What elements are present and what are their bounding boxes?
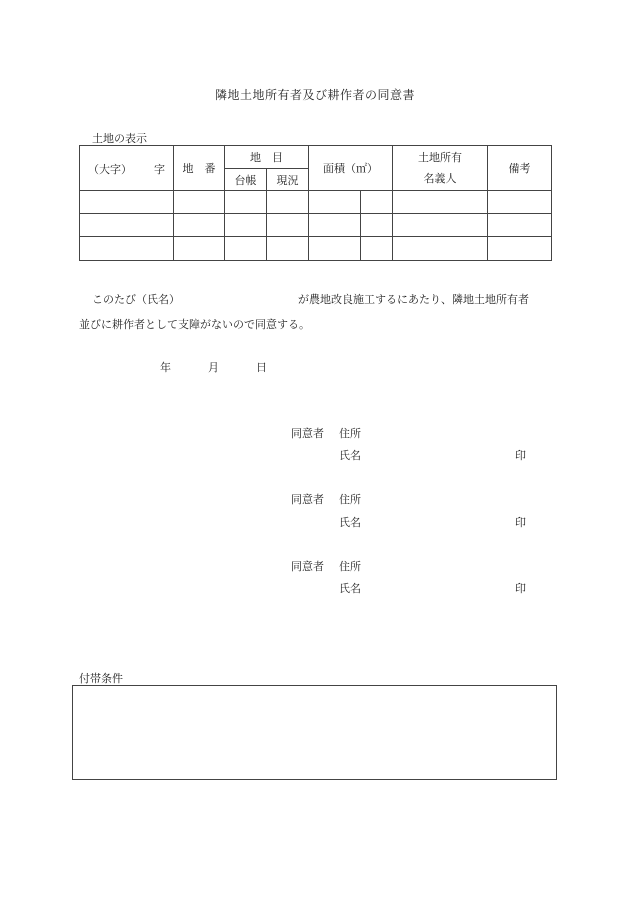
seal-mark: 印 xyxy=(515,449,526,462)
aza-label: 字 xyxy=(154,163,165,176)
oaza-label: （大字） xyxy=(88,163,132,176)
date-month-label: 月 xyxy=(208,361,219,374)
owner-cell[interactable] xyxy=(393,214,488,237)
genkyo-header: 現況 xyxy=(267,169,309,191)
consenter-role: 同意者 xyxy=(291,427,324,440)
date-day-label: 日 xyxy=(256,361,267,374)
aza-cell[interactable] xyxy=(80,191,174,214)
chiban-header: 地 番 xyxy=(174,146,225,191)
menseki-cell[interactable] xyxy=(309,237,361,261)
daicho-cell[interactable] xyxy=(225,237,267,261)
document-title: 隣地土地所有者及び耕作者の同意書 xyxy=(214,88,415,102)
conditions-label: 付帯条件 xyxy=(79,672,123,685)
daicho-cell[interactable] xyxy=(225,191,267,214)
chiban-cell[interactable] xyxy=(174,237,225,261)
table-row xyxy=(80,191,552,214)
genkyo-cell[interactable] xyxy=(267,191,309,214)
owner-header: 土地所有 名義人 xyxy=(393,146,488,191)
consenter-name-label: 氏名 xyxy=(339,582,361,595)
biko-header: 備考 xyxy=(488,146,552,191)
owner-cell[interactable] xyxy=(393,237,488,261)
seal-mark: 印 xyxy=(515,582,526,595)
chiban-cell[interactable] xyxy=(174,191,225,214)
consenter-address-label: 住所 xyxy=(339,427,361,440)
menseki-sub-cell[interactable] xyxy=(361,191,393,214)
date-year-label: 年 xyxy=(160,361,171,374)
daicho-cell[interactable] xyxy=(225,214,267,237)
consenter-address-label: 住所 xyxy=(339,560,361,573)
consenter-name-label: 氏名 xyxy=(339,449,361,462)
consenter-name-label: 氏名 xyxy=(339,516,361,529)
menseki-sub-cell[interactable] xyxy=(361,214,393,237)
table-row xyxy=(80,237,552,261)
menseki-header: 面積（㎡） xyxy=(309,146,393,191)
chimoku-header: 地 目 xyxy=(225,146,309,169)
land-table xyxy=(79,145,552,261)
biko-cell[interactable] xyxy=(488,214,552,237)
daicho-header: 台帳 xyxy=(225,169,267,191)
biko-cell[interactable] xyxy=(488,237,552,261)
table-row xyxy=(80,214,552,237)
statement-line1-end: が農地改良施工するにあたり、隣地土地所有者 xyxy=(298,293,529,306)
menseki-cell[interactable] xyxy=(309,214,361,237)
conditions-box[interactable] xyxy=(72,685,557,780)
menseki-sub-cell[interactable] xyxy=(361,237,393,261)
aza-cell[interactable] xyxy=(80,214,174,237)
chiban-cell[interactable] xyxy=(174,214,225,237)
genkyo-cell[interactable] xyxy=(267,214,309,237)
consenter-role: 同意者 xyxy=(291,560,324,573)
statement-line2: 並びに耕作者として支障がないので同意する。 xyxy=(79,318,310,331)
seal-mark: 印 xyxy=(515,516,526,529)
owner-cell[interactable] xyxy=(393,191,488,214)
biko-cell[interactable] xyxy=(488,191,552,214)
aza-cell[interactable] xyxy=(80,237,174,261)
consenter-role: 同意者 xyxy=(291,493,324,506)
land-section-label: 土地の表示 xyxy=(92,132,147,145)
menseki-cell[interactable] xyxy=(309,191,361,214)
consenter-address-label: 住所 xyxy=(339,493,361,506)
statement-line1-start: このたび（氏名） xyxy=(92,293,180,306)
genkyo-cell[interactable] xyxy=(267,237,309,261)
aza-header xyxy=(80,146,174,191)
